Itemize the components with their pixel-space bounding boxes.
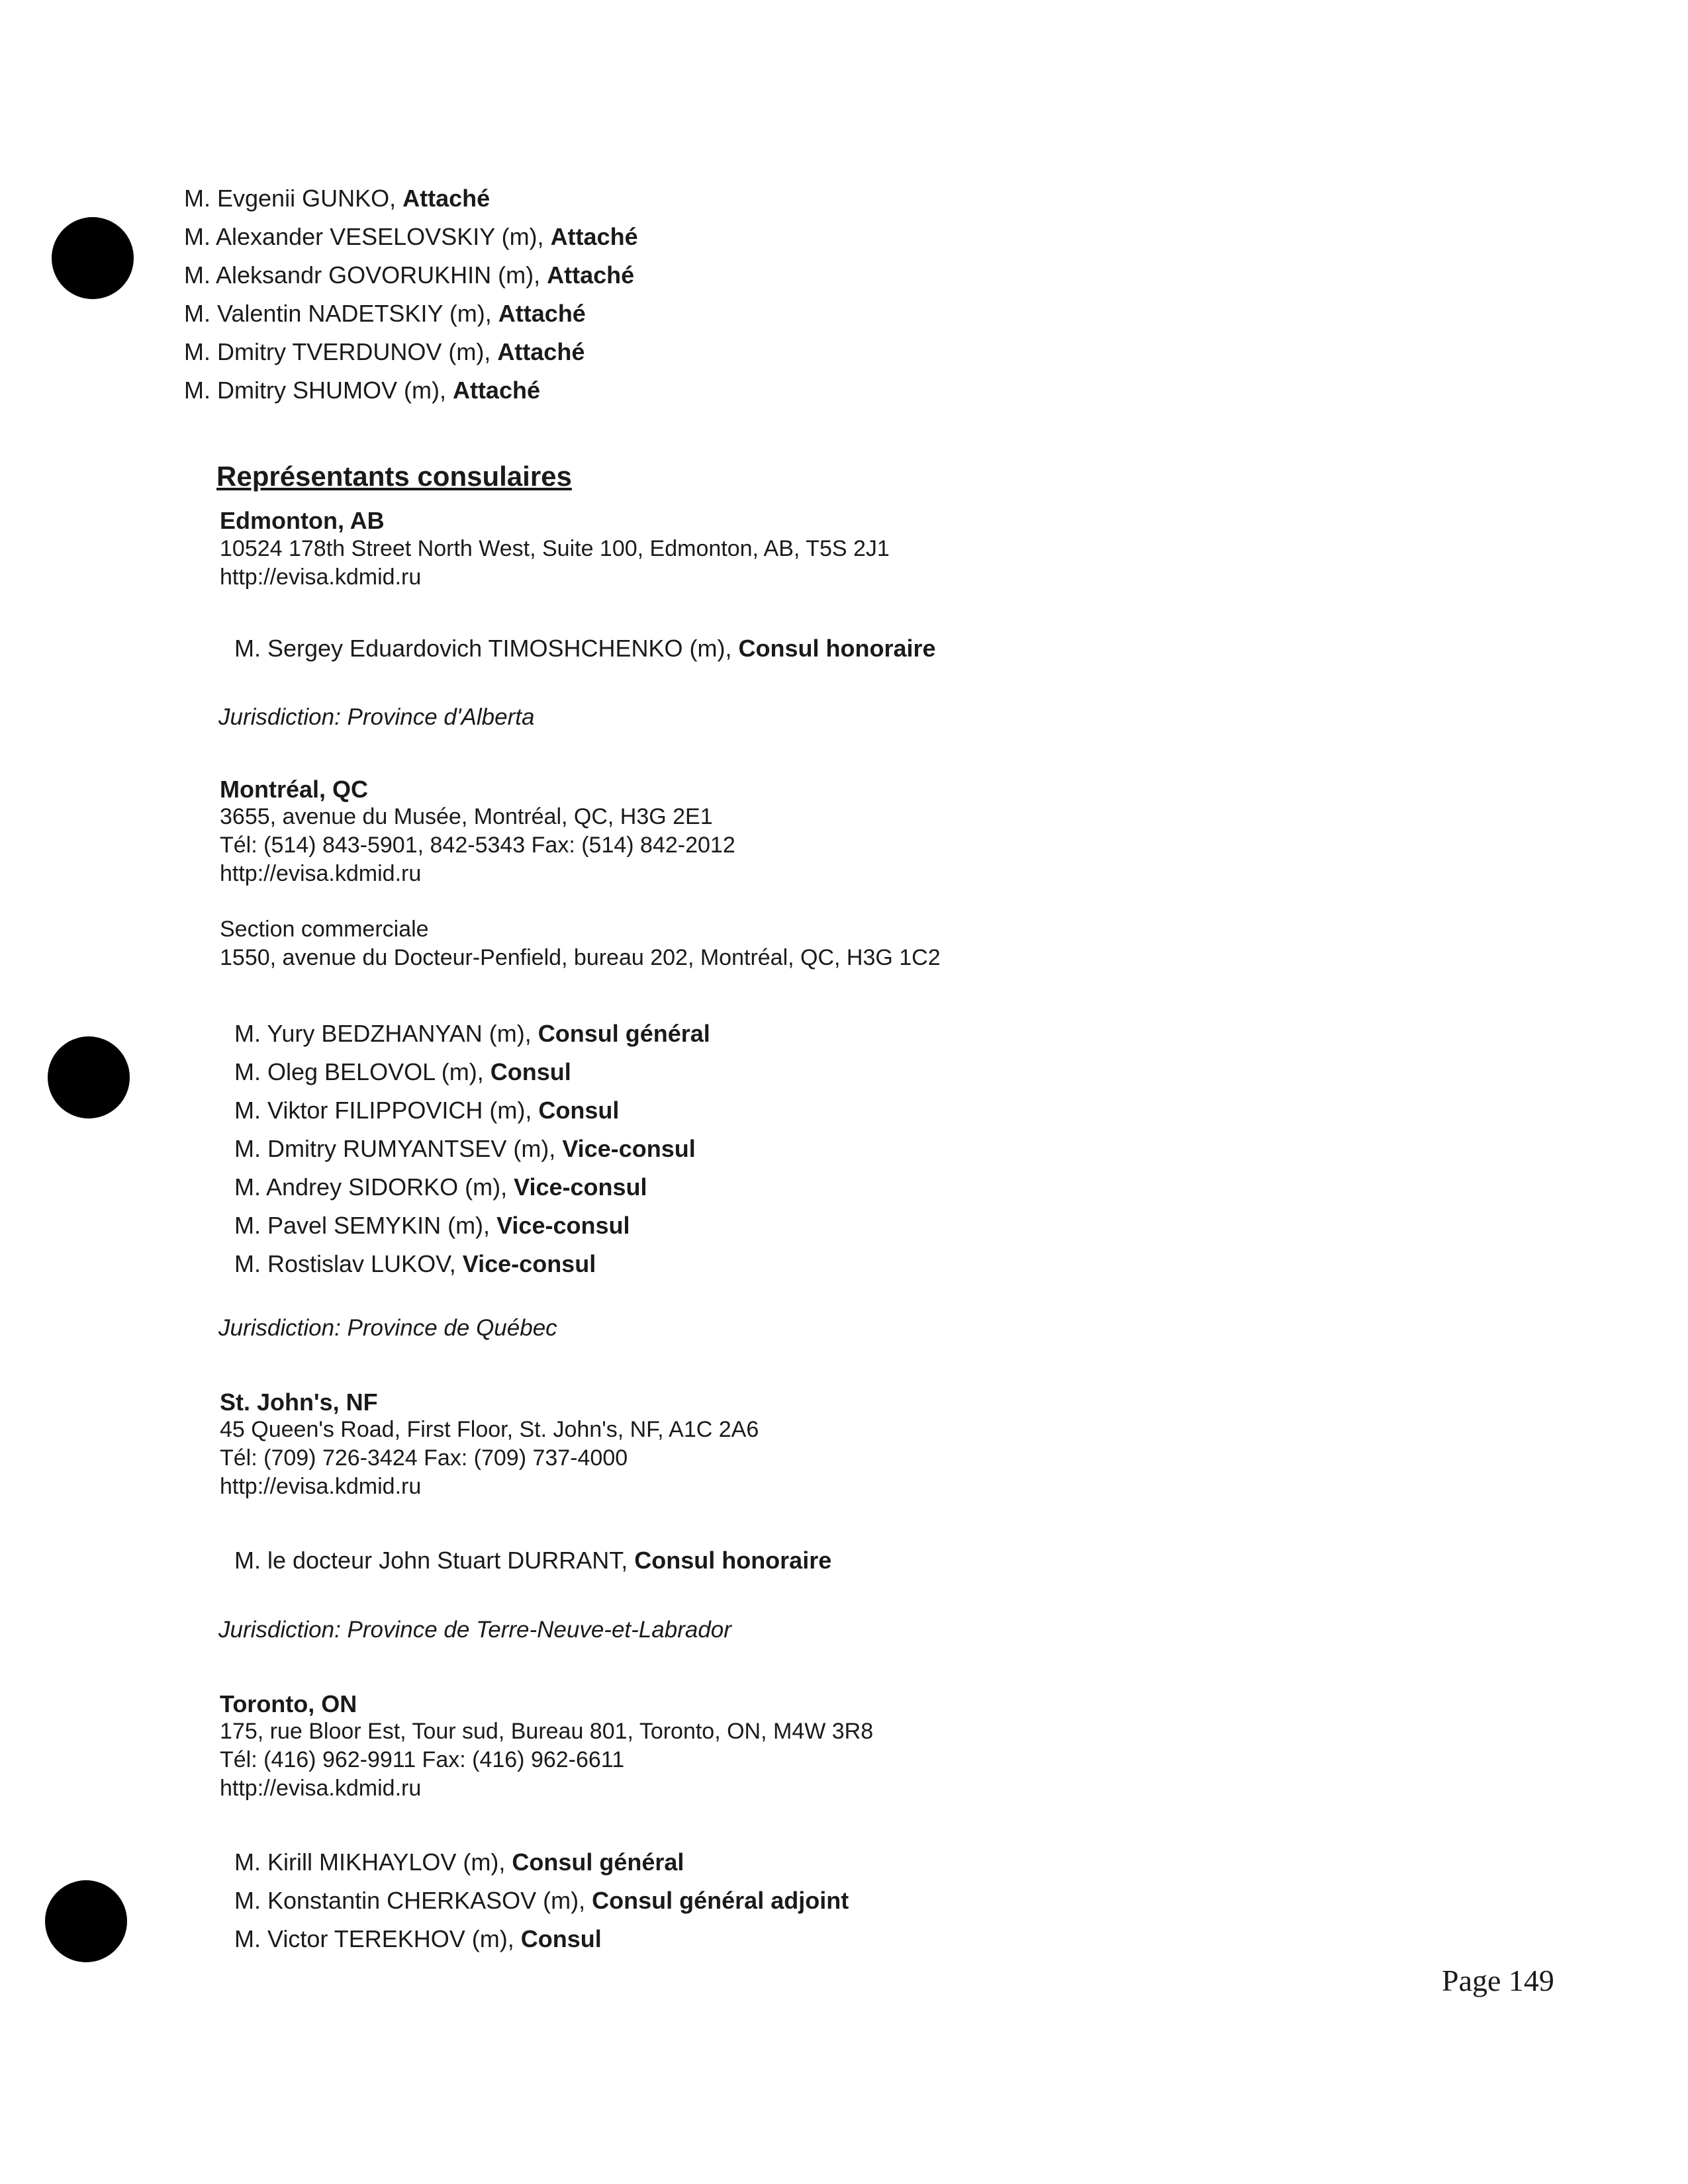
city-name: St. John's, NF [220, 1388, 378, 1416]
staff-entry: M. le docteur John Stuart DURRANT, Consul honoraire [234, 1547, 832, 1574]
jurisdiction: Jurisdiction: Province d'Alberta [218, 704, 535, 730]
staff-entry: M. Dmitry TVERDUNOV (m), Attaché [184, 338, 585, 365]
commercial-section [220, 915, 941, 972]
staff-entry: M. Andrey SIDORKO (m), Vice-consul [234, 1173, 647, 1201]
address-line: 10524 178th Street North West, Suite 100, Edmonton, AB, T5S 2J1 [220, 536, 890, 561]
commercial-label: Section commerciale [220, 917, 429, 942]
page-number: Page 149 [1442, 1964, 1554, 1997]
commercial-address: 1550, avenue du Docteur-Penfield, bureau 202, Montréal, QC, H3G 1C2 [220, 945, 941, 970]
section-heading: Représentants consulaires [216, 461, 572, 492]
staff-entry: M. Dmitry RUMYANTSEV (m), Vice-consul [234, 1135, 696, 1162]
staff-entry: M. Aleksandr GOVORUKHIN (m), Attaché [184, 261, 635, 289]
address-line: 3655, avenue du Musée, Montréal, QC, H3G 2E1 [220, 804, 713, 829]
punch-hole-top [52, 217, 134, 299]
address-block [220, 1416, 759, 1501]
staff-entry: M. Sergey Eduardovich TIMOSHCHENKO (m), Consul honoraire [234, 635, 936, 662]
website-line: http://evisa.kdmid.ru [220, 565, 422, 590]
address-block [220, 1717, 873, 1803]
website-line: http://evisa.kdmid.ru [220, 1474, 422, 1499]
staff-entry: M. Konstantin CHERKASOV (m), Consul général adjoint [234, 1887, 849, 1914]
jurisdiction: Jurisdiction: Province de Terre-Neuve-et-Labrador [218, 1617, 731, 1643]
staff-entry: M. Valentin NADETSKIY (m), Attaché [184, 300, 586, 327]
staff-entry: M. Rostislav LUKOV, Vice-consul [234, 1250, 596, 1277]
staff-entry: M. Dmitry SHUMOV (m), Attaché [184, 377, 540, 404]
punch-hole-bottom [45, 1880, 127, 1962]
staff-entry: M. Kirill MIKHAYLOV (m), Consul général [234, 1848, 684, 1876]
city-name: Edmonton, AB [220, 507, 385, 534]
address-line: 45 Queen's Road, First Floor, St. John's, NF, A1C 2A6 [220, 1417, 759, 1442]
website-line: http://evisa.kdmid.ru [220, 861, 422, 886]
punch-hole-middle [48, 1036, 130, 1118]
staff-entry: M. Pavel SEMYKIN (m), Vice-consul [234, 1212, 630, 1239]
address-line: 175, rue Bloor Est, Tour sud, Bureau 801, Toronto, ON, M4W 3R8 [220, 1719, 874, 1744]
address-block [220, 535, 890, 592]
staff-entry: M. Victor TEREKHOV (m), Consul [234, 1925, 602, 1952]
phone-line: Tél: (416) 962-9911 Fax: (416) 962-6611 [220, 1747, 625, 1772]
website-line: http://evisa.kdmid.ru [220, 1776, 422, 1801]
staff-entry: M. Alexander VESELOVSKIY (m), Attaché [184, 223, 638, 250]
phone-line: Tél: (709) 726-3424 Fax: (709) 737-4000 [220, 1445, 628, 1471]
staff-entry: M. Yury BEDZHANYAN (m), Consul général [234, 1020, 710, 1047]
staff-entry: M. Viktor FILIPPOVICH (m), Consul [234, 1097, 620, 1124]
city-name: Montréal, QC [220, 776, 369, 803]
staff-entry: M. Oleg BELOVOL (m), Consul [234, 1058, 571, 1085]
phone-line: Tél: (514) 843-5901, 842-5343 Fax: (514) 842-2012 [220, 833, 735, 858]
jurisdiction: Jurisdiction: Province de Québec [218, 1315, 557, 1341]
address-block [220, 803, 735, 888]
city-name: Toronto, ON [220, 1690, 357, 1717]
staff-entry: M. Evgenii GUNKO, Attaché [184, 185, 491, 212]
